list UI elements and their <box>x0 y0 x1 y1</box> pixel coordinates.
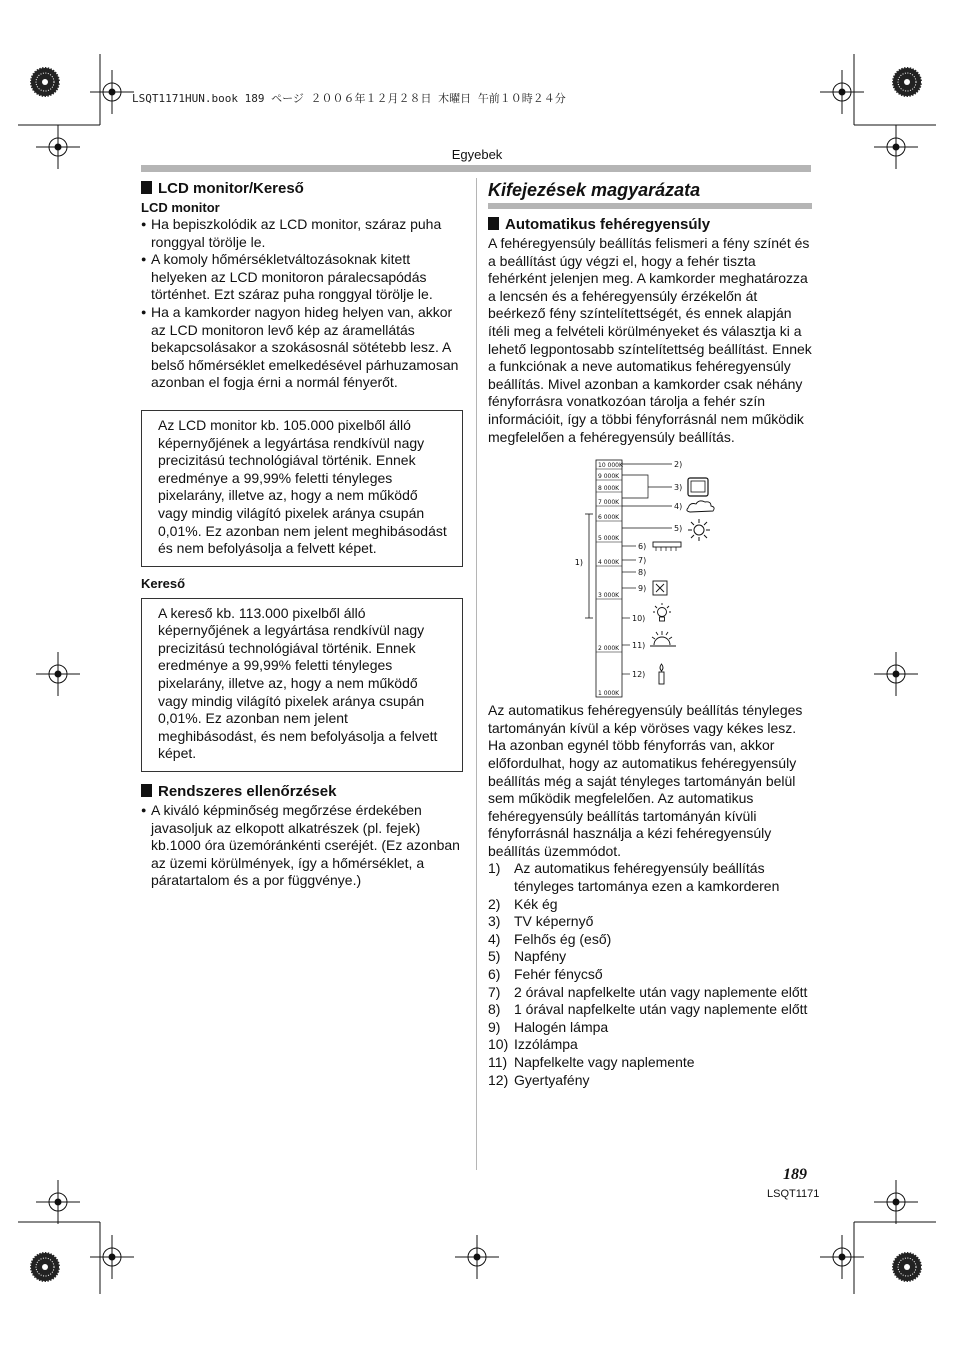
range-label: 1) <box>574 558 583 568</box>
callout-label: 12) <box>632 670 646 680</box>
legend-item: 3) TV képernyő <box>488 913 594 930</box>
legend-item: 10) Izzólámpa <box>488 1036 578 1053</box>
legend-item: 6) Fehér fénycső <box>488 966 603 983</box>
halogen-lamp-icon <box>653 581 667 595</box>
callout-label: 7) <box>638 556 647 566</box>
legend-item: 4) Felhős ég (eső) <box>488 930 612 947</box>
legend-item: 11) Napfelkelte vagy naplemente <box>488 1054 695 1070</box>
svg-text:9 000K: 9 000K <box>598 473 620 481</box>
scale-label: 1 000K <box>598 690 620 698</box>
column-divider <box>476 178 477 1170</box>
legend-item: 9) Halogén lámpa <box>488 1018 609 1035</box>
svg-text:8 000K: 8 000K <box>598 485 620 493</box>
legend-item: 2) Kék ég <box>488 895 558 912</box>
callout-label: 3) <box>674 483 683 493</box>
title-rule <box>488 203 812 209</box>
lcd-bullet: ● A komoly hőmérsékletváltozásoknak kitett helyeken az LCD monitoron páralecsapódás történhet. Ezt száraz puha ronggyal törölje le. <box>141 251 463 304</box>
square-bullet-icon <box>141 784 152 797</box>
lcd-heading: LCD monitor/Kereső <box>141 179 463 199</box>
callout-label: 6) <box>638 542 647 552</box>
light-bulb-icon <box>653 603 671 621</box>
scale-tick <box>596 473 622 480</box>
scale-tick <box>596 559 622 566</box>
callout-label: 11) <box>632 641 646 651</box>
legend-item: 1) Az automatikus fehéregyensúly beállítás tényleges tartománya ezen a kamkorderen <box>488 860 780 895</box>
legend-item: 7) 2 órával napfelkelte után vagy naplemente előtt <box>488 983 808 1000</box>
wb-heading: Automatikus fehéregyensúly <box>488 215 812 235</box>
legend-list <box>488 860 812 1089</box>
top-rule <box>141 165 811 172</box>
callout-label: 2) <box>674 460 683 470</box>
scale-tick <box>596 499 622 506</box>
svg-text:10 000K: 10 000K <box>598 462 623 470</box>
viewfinder-subheading: Kereső <box>141 575 186 591</box>
check-bullet: ● A kiváló képminőség megőrzése érdekében javasoljuk az elkopott alkatrészek (pl. fejek) kb.1000 óra üzemóránkénti cseréjét. (Ez azonban az üzemi körülmények, így a hőmérséklet, a páratartalom és a por függvénye.) <box>141 802 463 890</box>
scale-tick <box>596 485 622 492</box>
legend-item: 12) Gyertyafény <box>488 1071 590 1088</box>
right-column <box>488 179 812 1089</box>
left-column <box>141 179 463 890</box>
legend-item: 8) 1 órával napfelkelte után vagy naplemente előtt <box>488 1001 808 1018</box>
svg-text:5 000K: 5 000K <box>598 535 620 543</box>
wb-after: Az automatikus fehéregyensúly beállítás tényleges tartományán kívül a kép vöröses vagy kékes lesz. Ha azonban egynél több fényforrás van, akkor előfordulhat, hogy az automatikus fehéregyensúly beállítás még a saját tényleges tartományán belül sem működik megfelelően. Az automatikus fehéregyensúly beállítás tartományán kívüli fényforrásnál használja a kézi fehéregyensúly beállítás üzemmódot. <box>488 702 803 859</box>
svg-text:2 000K: 2 000K <box>598 645 620 653</box>
fluorescent-tube-icon <box>653 542 681 551</box>
sunset-icon <box>650 631 676 646</box>
color-temperature-diagram <box>488 456 812 718</box>
lcd-subheading: LCD monitor <box>141 200 220 215</box>
document-code: LSQT1171 <box>767 1188 820 1200</box>
tv-screen-icon <box>688 478 708 496</box>
scale-tick <box>596 462 624 469</box>
square-bullet-icon <box>488 217 499 230</box>
glossary-title: Kifejezések magyarázata <box>488 180 701 200</box>
square-bullet-icon <box>141 181 152 194</box>
callout-label: 10) <box>632 614 646 624</box>
callout-label: 8) <box>638 568 647 578</box>
svg-text:3 000K: 3 000K <box>598 592 620 600</box>
wb-intro: A fehéregyensúly beállítás felismeri a fény színét és a beállítást úgy végzi el, hogy a fehér tiszta fehérként jelenjen meg. A kamkorder meghatározza a lencsén és a fehéregyensúly érzékelőn át beérkező fény színtelítettségét, és ennek alapján ítéli meg a felvételi körülményeket és választja ki a lehető legpontosabb színtelítettség beállítást. Ennek a funkciónak a neve automatikus fehéregyensúly beállítás. Mivel azonban a kamkorder csak néhány fényforrásra vonatkozóan tárolja a fehér szín információit, így a többi fényforrásnál nem működik megfelelően a fehéregyensúly beállítás. <box>488 235 812 445</box>
lcd-bullet: ● Ha a kamkorder nagyon hideg helyen van, akkor az LCD monitoron levő kép az áramellátás bekapcsolásakor a szokásosnál sötétebb lesz. A belső hőmérséklet emelkedésével párhuzamosan azonban el fogja érni a normál fényerőt. <box>141 304 463 392</box>
scale-tick <box>596 535 622 542</box>
candle-icon <box>659 664 664 684</box>
lcd-bullet: ● Ha bepiszkolódik az LCD monitor, száraz puha ronggyal törölje le. <box>141 216 463 251</box>
svg-text:7 000K: 7 000K <box>598 499 620 507</box>
section-label: Egyebek <box>451 147 503 162</box>
callout-label: 4) <box>674 502 683 512</box>
check-heading: Rendszeres ellenőrzések <box>141 782 463 802</box>
svg-text:6 000K: 6 000K <box>598 514 620 522</box>
lcd-note-box: Az LCD monitor kb. 105.000 pixelből álló képernyőjének a legyártása rendkívül nagy precizitású technológiával történik. Ennek eredménye a 99,99% feletti tényleges pixelarány, illetve az, hogy a nem működő vagy mindig világító pixelek aránya csupán 0,01%. Ez azonban nem jelent meghibásodást és nem befolyásolja a felvett képet. <box>141 410 463 567</box>
scale-tick <box>596 514 622 521</box>
viewfinder-note-box: A kereső kb. 113.000 pixelből álló képernyőjének a legyártása rendkívül nagy precizitású technológiával történik. Ennek eredménye a 99,99% feletti tényleges pixelarány, illetve az, hogy a nem működő vagy mindig világító pixelek aránya csupán 0,01%. Ez azonban nem jelent meghibásodást, és nem befolyásolja a felvett képet. <box>141 598 463 772</box>
page-number: 189 <box>783 1166 807 1183</box>
leader-lines <box>622 464 672 674</box>
svg-text:4 000K: 4 000K <box>598 559 620 567</box>
temperature-scale <box>596 460 622 697</box>
legend-item: 5) Napfény <box>488 948 567 965</box>
scale-tick <box>596 592 622 599</box>
cloud-icon <box>687 501 714 512</box>
sun-icon <box>688 519 710 541</box>
print-header: LSQT1171HUN.book 189 ページ ２００６年１２月２８日 木曜日 午前１０時２４分 <box>132 92 566 105</box>
callout-label: 5) <box>674 524 683 534</box>
scale-tick <box>596 645 622 652</box>
callout-label: 9) <box>638 584 647 594</box>
auto-range-bracket <box>585 514 593 618</box>
